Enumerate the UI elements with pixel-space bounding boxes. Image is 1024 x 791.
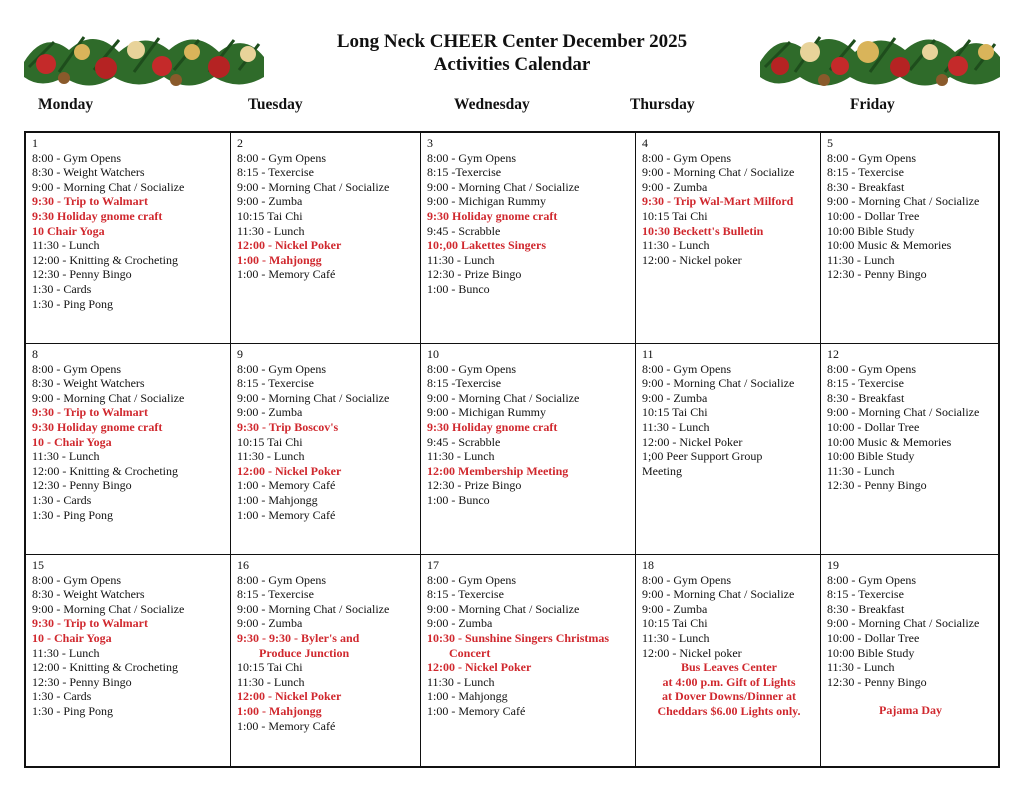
highlighted-event: 12:00 - Nickel Poker [237, 238, 342, 253]
event-item: 1:00 - Mahjongg [237, 492, 318, 507]
event-item: 11:30 - Lunch [427, 252, 495, 267]
highlighted-event: 12:00 - Nickel Poker [237, 463, 342, 478]
event-item: 1:00 - Bunco [427, 281, 490, 296]
event-item: 8:30 - Weight Watchers [32, 587, 145, 602]
event-item: 12:00 - Nickel poker [642, 252, 742, 267]
event-item: 9:00 - Zumba [237, 405, 303, 420]
event-item: 10:15 Tai Chi [237, 434, 303, 449]
event-item: 10:15 Tai Chi [642, 208, 708, 223]
event-item: 1;00 Peer Support Group [642, 449, 763, 464]
event-item: 8:15 - Texercise [237, 165, 314, 180]
event-item: 9:00 - Morning Chat / Socialize [237, 390, 390, 405]
event-item: 1:00 - Memory Café [237, 718, 336, 733]
calendar-day-cell-thursday [636, 344, 821, 555]
calendar-day-cell-thursday [636, 133, 821, 344]
event-item: 8:30 - Breakfast [827, 179, 905, 194]
highlighted-event: 9:30 - Trip Wal-Mart Milford [642, 194, 794, 209]
event-item: 11:30 - Lunch [237, 674, 305, 689]
calendar-day-cell-tuesday [231, 555, 421, 766]
event-item: 10:15 Tai Chi [642, 405, 708, 420]
highlighted-event: Concert [449, 645, 491, 660]
day-number: 16 [237, 558, 249, 572]
highlighted-event: Bus Leaves Center [681, 660, 777, 675]
highlighted-event: 9:30 - 9:30 - Byler's and [237, 630, 360, 645]
day-number: 12 [827, 347, 839, 361]
event-item: 9:00 - Morning Chat / Socialize [427, 390, 580, 405]
highlighted-event: 12:00 - Nickel Poker [237, 689, 342, 704]
highlighted-event: at 4:00 p.m. Gift of Lights [662, 674, 796, 689]
calendar-day-cell-tuesday [231, 133, 421, 344]
day-number: 19 [827, 558, 839, 572]
event-item: 12:30 - Penny Bingo [32, 267, 132, 282]
event-item: 1:30 - Cards [32, 689, 92, 704]
event-item: 1:00 - Memory Café [237, 267, 336, 282]
event-item: Meeting [642, 463, 682, 478]
event-item: 8:00 - Gym Opens [642, 361, 731, 376]
event-item: 9:00 - Zumba [642, 601, 708, 616]
calendar-day-cell-monday [26, 344, 231, 555]
highlighted-event: at Dover Downs/Dinner at [662, 689, 796, 704]
event-item: 8:00 - Gym Opens [237, 572, 326, 587]
event-item: 8:00 - Gym Opens [827, 361, 916, 376]
day-number: 10 [427, 347, 439, 361]
weekday-header-wednesday: Wednesday [454, 96, 530, 113]
event-item: 9:00 - Morning Chat / Socialize [827, 616, 980, 631]
event-item: 10:15 Tai Chi [237, 660, 303, 675]
event-item: 8:00 - Gym Opens [642, 150, 731, 165]
event-item: 11:30 - Lunch [427, 449, 495, 464]
weekday-header-monday: Monday [38, 96, 94, 113]
event-item: 11:30 - Lunch [827, 660, 895, 675]
event-item: 9:00 - Morning Chat / Socialize [427, 601, 580, 616]
event-item: 10:15 Tai Chi [237, 208, 303, 223]
calendar-day-cell-tuesday [231, 344, 421, 555]
event-item: 9:00 - Morning Chat / Socialize [32, 390, 185, 405]
event-item: 8:30 - Weight Watchers [32, 376, 145, 391]
event-item: 8:00 - Gym Opens [32, 572, 121, 587]
highlighted-event: 9:30 Holiday gnome craft [427, 208, 558, 223]
calendar-day-cell-wednesday [421, 344, 636, 555]
event-item: 8:30 - Breakfast [827, 601, 905, 616]
highlighted-event: 9:30 Holiday gnome craft [427, 419, 558, 434]
event-item: 12:30 - Prize Bingo [427, 478, 522, 493]
event-item: 8:00 - Gym Opens [427, 361, 516, 376]
calendar-day-cell-monday [26, 133, 231, 344]
day-number: 8 [32, 347, 38, 361]
event-item: 12:00 - Knitting & Crocheting [32, 660, 178, 675]
highlighted-event: 9:30 Holiday gnome craft [32, 208, 163, 223]
highlighted-event: 10 Chair Yoga [32, 223, 105, 238]
event-item: 9:00 - Morning Chat / Socialize [427, 179, 580, 194]
event-item: 8:00 - Gym Opens [32, 361, 121, 376]
event-item: 10:00 Bible Study [827, 223, 915, 238]
event-item: 9:00 - Morning Chat / Socialize [642, 376, 795, 391]
event-item: 10:00 Music & Memories [827, 238, 952, 253]
event-item: 8:00 - Gym Opens [237, 361, 326, 376]
highlighted-event: 10:30 Beckett's Bulletin [642, 223, 764, 238]
event-item: 8:30 - Weight Watchers [32, 165, 145, 180]
event-item: 9:00 - Michigan Rummy [427, 194, 546, 209]
event-item: 8:00 - Gym Opens [827, 572, 916, 587]
calendar-day-cell-wednesday [421, 133, 636, 344]
event-item: 8:15 - Texercise [827, 587, 904, 602]
event-item: 12:30 - Prize Bingo [427, 267, 522, 282]
event-item: 10:00 Bible Study [827, 645, 915, 660]
holiday-garland-right-image [760, 22, 1000, 92]
event-item: 11:30 - Lunch [642, 630, 710, 645]
day-number: 5 [827, 136, 833, 150]
highlighted-event: 12:00 - Nickel Poker [427, 660, 532, 675]
event-item: 10:15 Tai Chi [642, 616, 708, 631]
event-item: 12:30 - Penny Bingo [827, 267, 927, 282]
highlighted-event: 10 - Chair Yoga [32, 630, 112, 645]
highlighted-event: 10 - Chair Yoga [32, 434, 112, 449]
event-item: 1:30 - Ping Pong [32, 296, 114, 311]
weekday-header-thursday: Thursday [630, 96, 695, 113]
event-item: 9:45 - Scrabble [427, 434, 501, 449]
holiday-garland-left-image [24, 22, 264, 92]
event-item: 8:30 - Breakfast [827, 390, 905, 405]
event-item: 9:00 - Zumba [237, 194, 303, 209]
event-item: 1:00 - Mahjongg [427, 689, 508, 704]
event-item: 12:00 - Knitting & Crocheting [32, 252, 178, 267]
event-item: 11:30 - Lunch [642, 238, 710, 253]
calendar-day-cell-friday [821, 555, 998, 766]
event-item: 9:00 - Morning Chat / Socialize [32, 179, 185, 194]
event-item: 11:30 - Lunch [32, 238, 100, 253]
day-number: 18 [642, 558, 654, 572]
day-number: 3 [427, 136, 433, 150]
event-item: 12:00 - Nickel poker [642, 645, 742, 660]
highlighted-event: Cheddars $6.00 Lights only. [657, 703, 801, 718]
event-item: 1:30 - Cards [32, 492, 92, 507]
event-item: 8:15 - Texercise [427, 587, 504, 602]
event-item: 11:30 - Lunch [32, 449, 100, 464]
highlighted-event: 9:30 - Trip to Walmart [32, 405, 148, 420]
calendar-day-cell-friday [821, 344, 998, 555]
event-item: 1:30 - Cards [32, 281, 92, 296]
event-item: 8:00 - Gym Opens [427, 150, 516, 165]
event-item: 8:15 -Texercise [427, 376, 502, 391]
day-number: 11 [642, 347, 654, 361]
title-line-1: Long Neck CHEER Center December 2025 [336, 31, 688, 52]
event-item: 9:00 - Morning Chat / Socialize [642, 587, 795, 602]
day-number: 9 [237, 347, 243, 361]
title-line-2: Activities Calendar [433, 54, 591, 75]
event-item: 1:30 - Ping Pong [32, 507, 114, 522]
event-item: 8:00 - Gym Opens [642, 572, 731, 587]
event-item: 12:30 - Penny Bingo [827, 478, 927, 493]
event-item: 12:30 - Penny Bingo [827, 674, 927, 689]
highlighted-event: 12:00 Membership Meeting [427, 463, 569, 478]
event-item: 12:30 - Penny Bingo [32, 674, 132, 689]
event-item: 8:15 -Texercise [427, 165, 502, 180]
calendar-day-cell-thursday [636, 555, 821, 766]
highlighted-event: 9:30 - Trip to Walmart [32, 616, 148, 631]
event-item: 11:30 - Lunch [827, 463, 895, 478]
event-item: 8:15 - Texercise [237, 376, 314, 391]
event-item: 1:00 - Memory Café [427, 703, 526, 718]
weekday-header-tuesday: Tuesday [248, 96, 303, 113]
blank-line [827, 689, 994, 703]
event-item: 8:15 - Texercise [237, 587, 314, 602]
event-item: 9:00 - Michigan Rummy [427, 405, 546, 420]
event-item: 8:00 - Gym Opens [237, 150, 326, 165]
day-number: 4 [642, 136, 648, 150]
event-item: 12:30 - Penny Bingo [32, 478, 132, 493]
day-number: 17 [427, 558, 439, 572]
event-item: 9:45 - Scrabble [427, 223, 501, 238]
event-item: 9:00 - Zumba [237, 616, 303, 631]
event-item: 11:30 - Lunch [32, 645, 100, 660]
event-item: 11:30 - Lunch [642, 419, 710, 434]
event-item: 12:00 - Nickel Poker [642, 434, 743, 449]
event-item: 9:00 - Morning Chat / Socialize [642, 165, 795, 180]
event-item: 8:00 - Gym Opens [32, 150, 121, 165]
event-item: 1:00 - Memory Café [237, 478, 336, 493]
calendar-day-cell-monday [26, 555, 231, 766]
calendar-grid [24, 131, 1000, 768]
event-item: 10:00 - Dollar Tree [827, 419, 920, 434]
day-number: 1 [32, 136, 38, 150]
event-item: 8:15 - Texercise [827, 376, 904, 391]
calendar-title [262, 30, 762, 76]
highlighted-event: Produce Junction [259, 645, 350, 660]
day-number: 2 [237, 136, 243, 150]
event-item: 8:15 - Texercise [827, 165, 904, 180]
event-item: 10:00 - Dollar Tree [827, 630, 920, 645]
weekday-header-friday: Friday [850, 96, 895, 113]
event-item: 9:00 - Morning Chat / Socialize [237, 601, 390, 616]
event-item: 1:00 - Bunco [427, 492, 490, 507]
event-item: 8:00 - Gym Opens [827, 150, 916, 165]
highlighted-event: 1:00 - Mahjongg [237, 252, 322, 267]
event-item: 11:30 - Lunch [237, 223, 305, 238]
event-item: 9:00 - Zumba [642, 179, 708, 194]
highlighted-event: 10:30 - Sunshine Singers Christmas [427, 630, 610, 645]
event-item: 10:00 Bible Study [827, 449, 915, 464]
highlighted-event: 9:30 Holiday gnome craft [32, 419, 163, 434]
event-item: 1:00 - Memory Café [237, 507, 336, 522]
highlighted-event: 1:00 - Mahjongg [237, 703, 322, 718]
event-item: 9:00 - Zumba [427, 616, 493, 631]
day-number: 15 [32, 558, 44, 572]
event-item: 9:00 - Morning Chat / Socialize [237, 179, 390, 194]
event-item: 9:00 - Morning Chat / Socialize [827, 194, 980, 209]
event-item: 11:30 - Lunch [827, 252, 895, 267]
highlighted-event: Pajama Day [879, 703, 942, 718]
event-item: 11:30 - Lunch [427, 674, 495, 689]
highlighted-event: 9:30 - Trip to Walmart [32, 194, 148, 209]
calendar-day-cell-wednesday [421, 555, 636, 766]
highlighted-event: 9:30 - Trip Boscov's [237, 419, 339, 434]
event-item: 12:00 - Knitting & Crocheting [32, 463, 178, 478]
event-item: 10:00 Music & Memories [827, 434, 952, 449]
event-item: 11:30 - Lunch [237, 449, 305, 464]
event-item: 9:00 - Morning Chat / Socialize [32, 601, 185, 616]
calendar-day-cell-friday [821, 133, 998, 344]
event-item: 9:00 - Zumba [642, 390, 708, 405]
highlighted-event: 10:,00 Lakettes Singers [427, 238, 546, 253]
event-item: 1:30 - Ping Pong [32, 703, 114, 718]
event-item: 10:00 - Dollar Tree [827, 208, 920, 223]
event-item: 9:00 - Morning Chat / Socialize [827, 405, 980, 420]
event-item: 8:00 - Gym Opens [427, 572, 516, 587]
